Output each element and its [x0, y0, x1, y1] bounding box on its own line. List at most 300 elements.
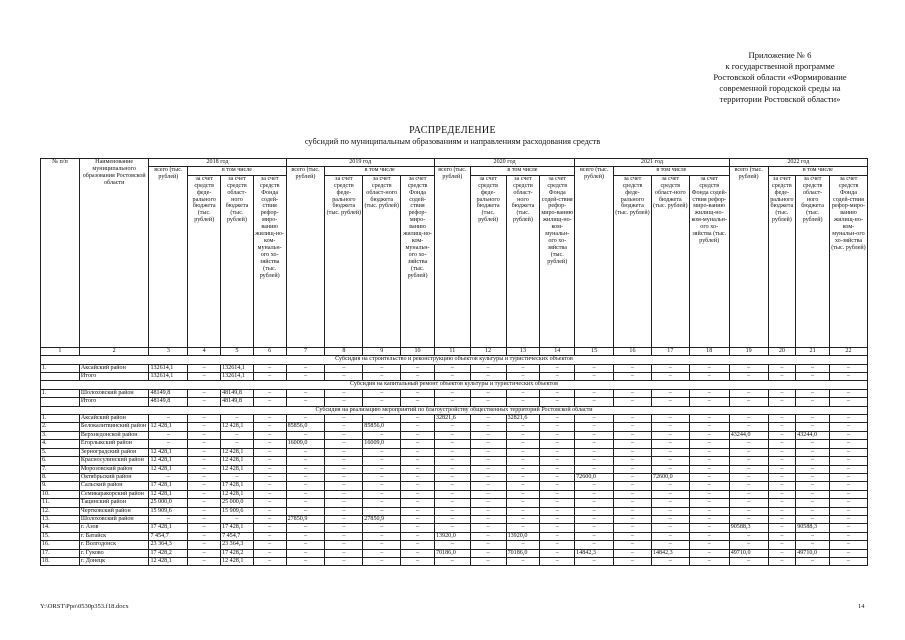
- value-cell: –: [188, 557, 221, 565]
- header-federal: за счет средств феде-рального бюджета (тыс. рублей): [325, 175, 363, 347]
- value-cell: –: [614, 364, 652, 372]
- row-number: 3.: [41, 431, 80, 439]
- appendix-line: территории Ростовской области»: [719, 94, 841, 104]
- value-cell: –: [614, 457, 652, 465]
- value-cell: –: [829, 473, 867, 481]
- column-number: 7: [286, 347, 325, 355]
- column-number: 12: [470, 347, 506, 355]
- value-cell: –: [149, 515, 188, 523]
- value-cell: –: [221, 440, 254, 448]
- municipality-name: Тацинский район: [79, 499, 149, 507]
- municipality-name: Октябрьский район: [79, 473, 149, 481]
- value-cell: 12 428,1: [221, 448, 254, 456]
- value-cell: 12 428,1: [149, 465, 188, 473]
- value-cell: –: [221, 515, 254, 523]
- value-cell: –: [689, 423, 729, 431]
- value-cell: –: [470, 389, 506, 397]
- column-number: 21: [796, 347, 830, 355]
- value-cell: –: [434, 364, 470, 372]
- row-number: 11.: [41, 499, 80, 507]
- value-cell: –: [253, 473, 286, 481]
- value-cell: –: [363, 490, 401, 498]
- value-cell: –: [401, 532, 435, 540]
- value-cell: –: [651, 457, 689, 465]
- value-cell: –: [768, 415, 796, 423]
- value-cell: –: [188, 507, 221, 515]
- value-cell: 16009,0: [286, 440, 325, 448]
- municipality-name: Шолоховский район: [79, 389, 149, 397]
- table-row: [41, 448, 868, 456]
- header-fund: за счет средств Фонда содей-ствия рефор-миро-ванию жилищ-но-ком-мунальн-ого хо-зяйства (тыс. рублей): [829, 175, 867, 347]
- value-cell: –: [575, 431, 614, 439]
- value-cell: 70186,0: [506, 549, 540, 557]
- value-cell: –: [506, 499, 540, 507]
- value-cell: –: [768, 373, 796, 381]
- row-number: 16.: [41, 541, 80, 549]
- value-cell: –: [401, 398, 435, 406]
- value-cell: –: [363, 473, 401, 481]
- row-number: 17.: [41, 549, 80, 557]
- value-cell: –: [506, 364, 540, 372]
- value-cell: –: [363, 415, 401, 423]
- value-cell: –: [689, 541, 729, 549]
- value-cell: –: [575, 541, 614, 549]
- value-cell: –: [575, 515, 614, 523]
- value-cell: –: [796, 448, 830, 456]
- value-cell: –: [506, 515, 540, 523]
- section-title: Субсидия на капитальный ремонт объектов культуры и туристических объектов: [41, 381, 868, 389]
- value-cell: –: [470, 431, 506, 439]
- value-cell: –: [401, 457, 435, 465]
- value-cell: –: [651, 482, 689, 490]
- value-cell: –: [363, 499, 401, 507]
- table-row: [41, 389, 868, 397]
- municipality-name: г. Гуково: [79, 549, 149, 557]
- value-cell: –: [768, 431, 796, 439]
- value-cell: –: [188, 415, 221, 423]
- value-cell: –: [363, 541, 401, 549]
- table-row: [41, 465, 868, 473]
- header-federal: за счет средств феде-рального бюджета (тыс. рублей): [768, 175, 796, 347]
- value-cell: –: [325, 389, 363, 397]
- municipality-name: Сальский район: [79, 482, 149, 490]
- header-row-groups: [41, 167, 868, 175]
- table-row: [41, 423, 868, 431]
- value-cell: –: [651, 448, 689, 456]
- column-number: 5: [221, 347, 254, 355]
- value-cell: –: [829, 364, 867, 372]
- header-regional: за счет средств област-ного бюджета (тыс. рублей): [506, 175, 540, 347]
- value-cell: –: [434, 490, 470, 498]
- value-cell: –: [768, 389, 796, 397]
- value-cell: –: [363, 457, 401, 465]
- value-cell: 90588,3: [796, 524, 830, 532]
- value-cell: –: [540, 431, 575, 439]
- header-regional: за счет средств област-ного бюджета (тыс. рублей): [651, 175, 689, 347]
- value-cell: 12 428,1: [149, 457, 188, 465]
- header-fund: за счет средств Фонда содей-ствия рефор-миро-ванию жилищ-но-ком-мунальн-ого хо-зяйства (тыс. рублей): [253, 175, 286, 347]
- value-cell: –: [796, 457, 830, 465]
- value-cell: 70186,0: [434, 549, 470, 557]
- value-cell: –: [325, 499, 363, 507]
- value-cell: –: [401, 473, 435, 481]
- value-cell: –: [506, 490, 540, 498]
- header-federal: за счет средств феде-рального бюджета (тыс. рублей): [614, 175, 652, 347]
- value-cell: 132614,1: [149, 364, 188, 372]
- value-cell: –: [286, 465, 325, 473]
- value-cell: –: [540, 541, 575, 549]
- value-cell: –: [614, 515, 652, 523]
- value-cell: –: [470, 373, 506, 381]
- value-cell: –: [768, 507, 796, 515]
- value-cell: –: [689, 507, 729, 515]
- value-cell: –: [651, 541, 689, 549]
- value-cell: –: [829, 557, 867, 565]
- document-subtitle: субсидий по муниципальным образованиям и направлениям расходования средств: [304, 137, 601, 146]
- table-row: [41, 373, 868, 381]
- header-including: в том числе: [614, 167, 730, 175]
- value-cell: –: [188, 389, 221, 397]
- value-cell: –: [614, 549, 652, 557]
- value-cell: –: [540, 364, 575, 372]
- value-cell: –: [829, 541, 867, 549]
- value-cell: –: [149, 473, 188, 481]
- value-cell: –: [286, 557, 325, 565]
- value-cell: –: [470, 532, 506, 540]
- value-cell: –: [434, 431, 470, 439]
- value-cell: –: [729, 532, 768, 540]
- value-cell: –: [829, 482, 867, 490]
- value-cell: –: [325, 541, 363, 549]
- value-cell: 7 454,7: [149, 532, 188, 540]
- value-cell: –: [575, 507, 614, 515]
- value-cell: –: [689, 557, 729, 565]
- value-cell: 49710,0: [796, 549, 830, 557]
- value-cell: –: [768, 499, 796, 507]
- value-cell: –: [689, 532, 729, 540]
- value-cell: –: [651, 423, 689, 431]
- municipality-name: Аксайский район: [79, 364, 149, 372]
- value-cell: –: [286, 373, 325, 381]
- value-cell: –: [768, 423, 796, 431]
- value-cell: –: [188, 549, 221, 557]
- section-title: Субсидия на строительство и реконструкцию объектов культуры и туристических объектов: [41, 356, 868, 364]
- value-cell: –: [434, 398, 470, 406]
- value-cell: –: [325, 515, 363, 523]
- table-row: [41, 524, 868, 532]
- column-number: 16: [614, 347, 652, 355]
- column-number: 17: [651, 347, 689, 355]
- value-cell: –: [188, 524, 221, 532]
- value-cell: –: [829, 524, 867, 532]
- value-cell: –: [651, 440, 689, 448]
- value-cell: –: [575, 532, 614, 540]
- page-number: 14: [858, 603, 865, 610]
- value-cell: 49710,0: [729, 549, 768, 557]
- value-cell: 17 428,1: [149, 524, 188, 532]
- value-cell: –: [470, 557, 506, 565]
- value-cell: –: [729, 507, 768, 515]
- value-cell: –: [540, 532, 575, 540]
- header-year-2018: 2018 год: [149, 159, 286, 167]
- column-number: 3: [149, 347, 188, 355]
- value-cell: –: [729, 389, 768, 397]
- value-cell: 25 000,0: [149, 499, 188, 507]
- value-cell: –: [796, 490, 830, 498]
- value-cell: –: [540, 423, 575, 431]
- value-cell: –: [401, 389, 435, 397]
- value-cell: –: [253, 490, 286, 498]
- value-cell: –: [689, 549, 729, 557]
- value-cell: –: [829, 490, 867, 498]
- value-cell: –: [286, 541, 325, 549]
- value-cell: –: [829, 373, 867, 381]
- value-cell: –: [796, 541, 830, 549]
- value-cell: –: [829, 532, 867, 540]
- section-title: Субсидия на реализацию мероприятий по благоустройству общественных территорий Ростовской области: [41, 406, 868, 414]
- value-cell: –: [575, 557, 614, 565]
- value-cell: –: [401, 549, 435, 557]
- value-cell: –: [325, 440, 363, 448]
- row-number: 14.: [41, 524, 80, 532]
- value-cell: –: [363, 549, 401, 557]
- value-cell: –: [540, 549, 575, 557]
- value-cell: –: [796, 373, 830, 381]
- header-regional: за счет средств област-ного бюджета (тыс. рублей): [363, 175, 401, 347]
- value-cell: –: [614, 440, 652, 448]
- header-total: всего (тыс. рублей): [434, 167, 470, 347]
- row-number: 2.: [41, 423, 80, 431]
- value-cell: –: [768, 541, 796, 549]
- value-cell: –: [506, 373, 540, 381]
- value-cell: –: [768, 473, 796, 481]
- value-cell: –: [470, 465, 506, 473]
- value-cell: –: [796, 507, 830, 515]
- value-cell: –: [253, 515, 286, 523]
- value-cell: –: [188, 373, 221, 381]
- value-cell: –: [575, 364, 614, 372]
- value-cell: –: [506, 507, 540, 515]
- value-cell: –: [575, 440, 614, 448]
- value-cell: –: [188, 541, 221, 549]
- table-row: [41, 499, 868, 507]
- value-cell: –: [729, 457, 768, 465]
- value-cell: –: [470, 524, 506, 532]
- column-number: 9: [363, 347, 401, 355]
- header-year-2020: 2020 год: [434, 159, 574, 167]
- value-cell: –: [253, 373, 286, 381]
- value-cell: –: [470, 499, 506, 507]
- value-cell: –: [614, 473, 652, 481]
- header-year-2019: 2019 год: [286, 159, 434, 167]
- column-number: 10: [401, 347, 435, 355]
- column-number-row: [41, 347, 868, 355]
- value-cell: –: [575, 423, 614, 431]
- value-cell: –: [796, 465, 830, 473]
- table-row: [41, 490, 868, 498]
- table-row: [41, 415, 868, 423]
- value-cell: –: [651, 557, 689, 565]
- value-cell: 14842,3: [575, 549, 614, 557]
- value-cell: 17 428,1: [221, 524, 254, 532]
- value-cell: –: [401, 423, 435, 431]
- value-cell: 12 428,1: [221, 465, 254, 473]
- value-cell: 48149,8: [221, 398, 254, 406]
- value-cell: –: [434, 557, 470, 565]
- value-cell: –: [614, 507, 652, 515]
- value-cell: –: [689, 364, 729, 372]
- municipality-name: Верхнедонской район: [79, 431, 149, 439]
- value-cell: –: [188, 465, 221, 473]
- value-cell: –: [286, 473, 325, 481]
- value-cell: –: [540, 507, 575, 515]
- appendix-block: [655, 50, 905, 105]
- header-total: всего (тыс. рублей): [286, 167, 325, 347]
- table-row: [41, 515, 868, 523]
- value-cell: –: [253, 423, 286, 431]
- column-number: 13: [506, 347, 540, 355]
- value-cell: –: [363, 431, 401, 439]
- value-cell: –: [188, 423, 221, 431]
- value-cell: –: [401, 557, 435, 565]
- value-cell: 12 428,1: [149, 557, 188, 565]
- value-cell: 90588,3: [729, 524, 768, 532]
- value-cell: –: [729, 398, 768, 406]
- value-cell: –: [325, 457, 363, 465]
- value-cell: –: [689, 389, 729, 397]
- value-cell: –: [540, 440, 575, 448]
- value-cell: –: [325, 415, 363, 423]
- value-cell: –: [729, 515, 768, 523]
- value-cell: –: [689, 448, 729, 456]
- value-cell: 85856,0: [286, 423, 325, 431]
- value-cell: –: [768, 364, 796, 372]
- value-cell: –: [614, 448, 652, 456]
- row-number: 15.: [41, 532, 80, 540]
- value-cell: –: [401, 440, 435, 448]
- value-cell: –: [253, 549, 286, 557]
- appendix-line: Ростовской области «Формирование: [713, 72, 847, 82]
- value-cell: –: [829, 448, 867, 456]
- column-number: 4: [188, 347, 221, 355]
- value-cell: –: [651, 431, 689, 439]
- value-cell: –: [470, 549, 506, 557]
- value-cell: –: [470, 457, 506, 465]
- header-number: № п/п: [41, 159, 80, 348]
- value-cell: 14842,3: [651, 549, 689, 557]
- municipality-name: Итого: [79, 373, 149, 381]
- value-cell: –: [188, 490, 221, 498]
- value-cell: –: [188, 398, 221, 406]
- header-including: в том числе: [470, 167, 574, 175]
- value-cell: –: [614, 398, 652, 406]
- value-cell: –: [575, 465, 614, 473]
- value-cell: –: [401, 415, 435, 423]
- value-cell: –: [363, 557, 401, 565]
- value-cell: –: [506, 389, 540, 397]
- value-cell: –: [651, 532, 689, 540]
- value-cell: –: [470, 541, 506, 549]
- table-row: [41, 541, 868, 549]
- municipality-name: Егорлыкский район: [79, 440, 149, 448]
- municipality-name: г. Волгодонск: [79, 541, 149, 549]
- value-cell: –: [286, 415, 325, 423]
- value-cell: –: [614, 482, 652, 490]
- value-cell: 13920,0: [434, 532, 470, 540]
- value-cell: –: [325, 364, 363, 372]
- value-cell: –: [651, 507, 689, 515]
- value-cell: –: [689, 473, 729, 481]
- header-year-2021: 2021 год: [575, 159, 730, 167]
- value-cell: –: [434, 465, 470, 473]
- value-cell: –: [540, 524, 575, 532]
- value-cell: –: [188, 532, 221, 540]
- column-number: 2: [79, 347, 149, 355]
- value-cell: –: [729, 448, 768, 456]
- value-cell: 12 428,1: [149, 448, 188, 456]
- value-cell: –: [575, 415, 614, 423]
- header-total: всего (тыс. рублей): [149, 167, 188, 347]
- value-cell: –: [286, 499, 325, 507]
- value-cell: 17 428,2: [221, 549, 254, 557]
- value-cell: –: [614, 373, 652, 381]
- municipality-name: Красносулинский район: [79, 457, 149, 465]
- value-cell: –: [401, 499, 435, 507]
- value-cell: –: [325, 549, 363, 557]
- column-number: 18: [689, 347, 729, 355]
- municipality-name: Аксайский район: [79, 415, 149, 423]
- value-cell: –: [401, 364, 435, 372]
- value-cell: –: [470, 398, 506, 406]
- value-cell: 17 428,1: [149, 482, 188, 490]
- value-cell: –: [253, 541, 286, 549]
- value-cell: –: [434, 440, 470, 448]
- row-number: 13.: [41, 515, 80, 523]
- value-cell: –: [401, 507, 435, 515]
- value-cell: –: [829, 389, 867, 397]
- value-cell: –: [614, 431, 652, 439]
- value-cell: –: [729, 499, 768, 507]
- document-title: РАСПРЕДЕЛЕНИЕ: [409, 125, 496, 136]
- value-cell: –: [651, 465, 689, 473]
- value-cell: –: [363, 465, 401, 473]
- value-cell: –: [768, 532, 796, 540]
- value-cell: –: [188, 473, 221, 481]
- municipality-name: Чертковский район: [79, 507, 149, 515]
- value-cell: –: [363, 389, 401, 397]
- value-cell: –: [614, 541, 652, 549]
- header-fund: за счет средств Фонда содей-ствия рефор-миро-ванию жилищ-но-ком-мунальн-ого хо-зяйства (тыс. рублей): [401, 175, 435, 347]
- value-cell: –: [651, 398, 689, 406]
- value-cell: –: [768, 515, 796, 523]
- value-cell: 23 364,3: [221, 541, 254, 549]
- value-cell: –: [401, 524, 435, 532]
- value-cell: –: [651, 499, 689, 507]
- value-cell: –: [434, 507, 470, 515]
- distribution-table: [40, 158, 868, 566]
- value-cell: –: [506, 473, 540, 481]
- value-cell: –: [796, 515, 830, 523]
- value-cell: 12 428,1: [149, 490, 188, 498]
- value-cell: –: [729, 557, 768, 565]
- value-cell: 132614,1: [149, 373, 188, 381]
- value-cell: –: [253, 415, 286, 423]
- value-cell: –: [506, 541, 540, 549]
- header-year-2022: 2022 год: [729, 159, 867, 167]
- value-cell: 25 000,0: [221, 499, 254, 507]
- header-federal: за счет средств феде-рального бюджета (тыс. рублей): [470, 175, 506, 347]
- value-cell: 72600,0: [651, 473, 689, 481]
